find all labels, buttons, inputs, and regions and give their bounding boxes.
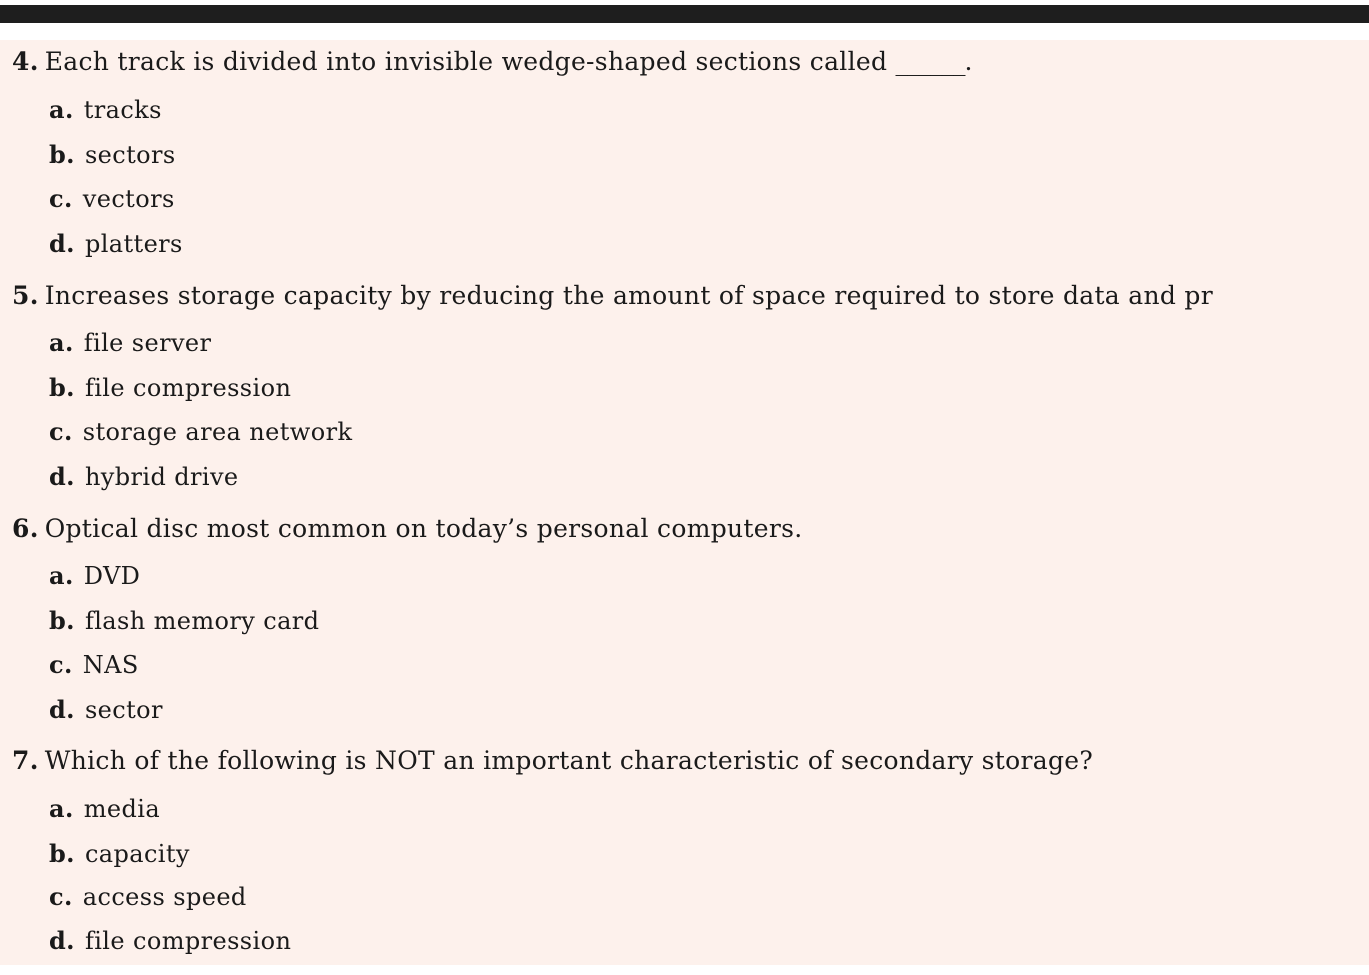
option-7a[interactable] xyxy=(49,794,161,823)
option-7c[interactable] xyxy=(49,882,247,911)
option-letter: c. xyxy=(49,650,73,679)
option-text: platters xyxy=(84,230,183,258)
question-7 xyxy=(12,748,1093,773)
option-4c[interactable] xyxy=(49,184,175,213)
option-text: NAS xyxy=(82,651,139,679)
option-text: hybrid drive xyxy=(84,463,239,491)
option-letter: c. xyxy=(49,882,73,911)
option-letter: b. xyxy=(49,606,75,635)
option-text: file compression xyxy=(84,374,292,402)
option-letter: d. xyxy=(49,926,75,955)
option-6d[interactable] xyxy=(49,695,163,724)
option-text: flash memory card xyxy=(84,607,320,635)
option-5a[interactable] xyxy=(49,328,212,357)
option-letter: d. xyxy=(49,695,75,724)
option-letter: a. xyxy=(49,561,74,590)
option-text: media xyxy=(83,795,161,823)
option-letter: b. xyxy=(49,839,75,868)
quiz-page xyxy=(0,40,1369,965)
option-6b[interactable] xyxy=(49,606,320,635)
option-letter: a. xyxy=(49,794,74,823)
option-text: sectors xyxy=(84,141,176,169)
option-6a[interactable] xyxy=(49,561,141,590)
option-text: tracks xyxy=(83,96,162,124)
answer-blank: ______. xyxy=(895,47,972,76)
option-letter: c. xyxy=(49,184,73,213)
option-5b[interactable] xyxy=(49,373,292,402)
option-letter: a. xyxy=(49,328,74,357)
option-letter: d. xyxy=(49,462,75,491)
question-text: Increases storage capacity by reducing the amount of space required to store data and pr xyxy=(44,281,1213,310)
option-6c[interactable] xyxy=(49,650,139,679)
option-letter: c. xyxy=(49,417,73,446)
option-7d[interactable] xyxy=(49,926,292,955)
question-text: Optical disc most common on today’s personal computers. xyxy=(44,514,803,543)
top-bar xyxy=(0,5,1369,23)
question-5 xyxy=(12,283,1213,308)
question-number: 6. xyxy=(12,514,39,543)
option-4d[interactable] xyxy=(49,229,183,258)
question-text: Each track is divided into invisible wedge-shaped sections called xyxy=(44,47,888,76)
option-text: DVD xyxy=(83,562,141,590)
option-letter: d. xyxy=(49,229,75,258)
option-text: file server xyxy=(83,329,212,357)
question-4 xyxy=(12,49,972,74)
question-number: 7. xyxy=(12,746,39,775)
option-letter: b. xyxy=(49,140,75,169)
option-text: storage area network xyxy=(82,418,353,446)
option-letter: a. xyxy=(49,95,74,124)
question-text: Which of the following is NOT an important characteristic of secondary storage? xyxy=(44,746,1094,775)
option-text: vectors xyxy=(82,185,175,213)
option-5c[interactable] xyxy=(49,417,353,446)
option-7b[interactable] xyxy=(49,839,190,868)
option-text: sector xyxy=(84,696,163,724)
option-text: file compression xyxy=(84,927,292,955)
question-number: 5. xyxy=(12,281,39,310)
question-number: 4. xyxy=(12,47,39,76)
option-4a[interactable] xyxy=(49,95,162,124)
option-4b[interactable] xyxy=(49,140,176,169)
option-letter: b. xyxy=(49,373,75,402)
option-text: access speed xyxy=(82,883,247,911)
option-text: capacity xyxy=(84,840,190,868)
option-5d[interactable] xyxy=(49,462,239,491)
question-6 xyxy=(12,516,802,541)
